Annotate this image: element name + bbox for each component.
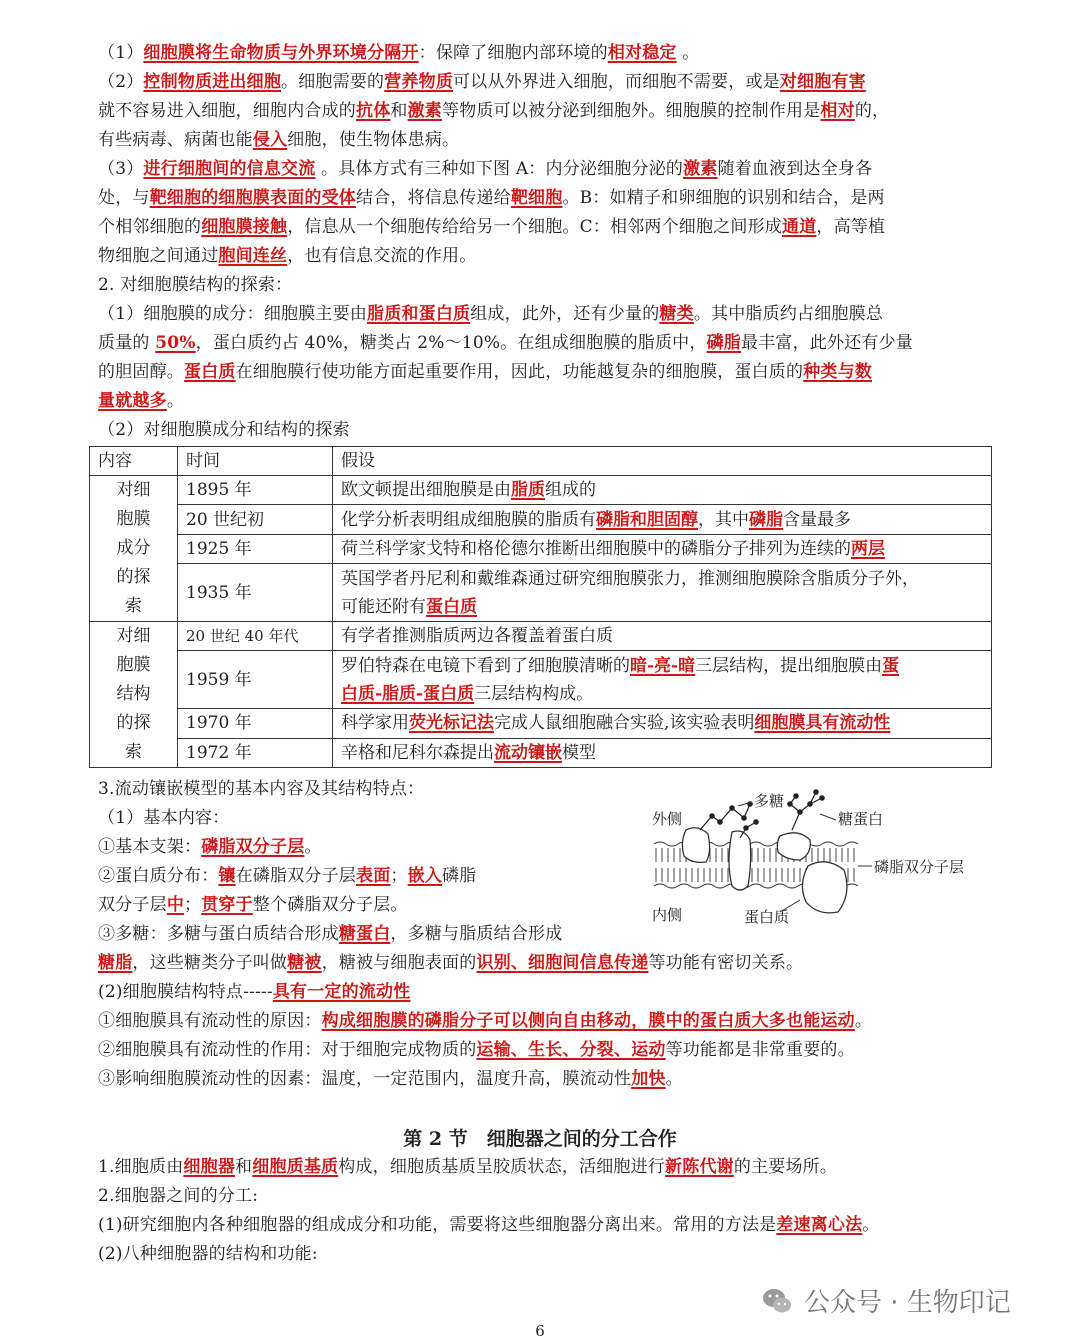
text-line: 的胆固醇。蛋白质在细胞膜行使功能方面起重要作用，因此，功能越复杂的细胞膜，蛋白质的种类与数: [98, 362, 873, 382]
protein-shapes: [682, 828, 847, 913]
text-line: 3.流动镶嵌模型的基本内容及其结构特点：: [98, 779, 425, 799]
hypothesis-cell: 化学分析表明组成细胞膜的脂质有磷脂和胆固醇，其中磷脂含量最多: [333, 505, 992, 534]
page-number: 6: [535, 1322, 545, 1340]
time-cell: 1970 年: [178, 709, 333, 738]
text-line: 物细胞之间通过胞间连丝，也有信息交流的作用。: [98, 246, 477, 266]
text-line: 有些病毒、病菌也能侵入细胞，使生物体患病。: [98, 130, 460, 150]
hypothesis-cell: 欧文顿提出细胞膜是由脂质组成的: [333, 476, 992, 505]
text-line: （1）细胞膜的成分：细胞膜主要由脂质和蛋白质组成，此外，还有少量的糖类。其中脂质约占细胞膜总: [98, 304, 884, 324]
table-row: [90, 709, 992, 738]
membrane-diagram: [640, 782, 985, 932]
table-header-row: [90, 447, 992, 476]
hypothesis-cell: 辛格和尼科尔森提出流动镶嵌模型: [333, 738, 992, 767]
text-line: （2）对细胞膜成分和结构的探索: [98, 420, 350, 440]
text-line: ①细胞膜具有流动性的原因：构成细胞膜的磷脂分子可以侧向自由移动，膜中的蛋白质大多也能运动。: [98, 1011, 873, 1031]
diagram-label: 多糖: [754, 792, 785, 810]
text-line: 就不容易进入细胞，细胞内合成的抗体和激素等物质可以被分泌到细胞外。细胞膜的控制作用是相对的，: [98, 101, 890, 121]
table-row: [90, 738, 992, 767]
table-header: 时间: [178, 447, 333, 476]
table-header: 假设: [333, 447, 992, 476]
time-cell: 20 世纪 40 年代: [178, 622, 333, 651]
text-line: 双分子层中；贯穿于整个磷脂双分子层。: [98, 895, 408, 915]
table-row: [90, 651, 992, 709]
text-line: 1.细胞质由细胞器和细胞质基质构成，细胞质基质呈胶质状态，活细胞进行新陈代谢的主要场所。: [98, 1157, 838, 1177]
text-line: (2)细胞膜结构特点-----具有一定的流动性: [98, 982, 411, 1002]
table-row: [90, 476, 992, 505]
text-line: (2)八种细胞器的结构和功能:: [98, 1244, 318, 1264]
diagram-label: 外侧: [652, 810, 683, 828]
text-line: ①基本支架：磷脂双分子层。: [98, 837, 322, 857]
hypothesis-cell: 荷兰科学家戈特和格伦德尔推断出细胞膜中的磷脂分子排列为连续的两层: [333, 534, 992, 563]
diagram-label: 内侧: [652, 906, 683, 924]
table-row: [90, 564, 992, 622]
text-line: （1）基本内容：: [98, 808, 230, 828]
hypothesis-cell: 有学者推测脂质两边各覆盖着蛋白质: [333, 622, 992, 651]
diagram-label: 磷脂双分子层: [874, 858, 965, 876]
text-line: （1）细胞膜将生命物质与外界环境分隔开：保障了细胞内部环境的相对稳定 。: [98, 43, 700, 63]
section-title: 第 2 节 细胞器之间的分工合作: [403, 1128, 677, 1150]
watermark-text: 公众号 · 生物印记: [804, 1288, 1011, 1318]
time-cell: 1972 年: [178, 738, 333, 767]
text-line: （3）进行细胞间的信息交流 。具体方式有三种如下图 A：内分泌细胞分泌的激素随着血液到达全身各: [98, 159, 873, 179]
text-line: 2.细胞器之间的分工:: [98, 1186, 259, 1206]
text-line: ②细胞膜具有流动性的作用：对于细胞完成物质的运输、生长、分裂、运动等功能都是非常重要的。: [98, 1040, 855, 1060]
text-line: ③多糖：多糖与蛋白质结合形成糖蛋白，多糖与脂质结合形成: [98, 924, 563, 944]
text-line: 个相邻细胞的细胞膜接触，信息从一个细胞传给给另一个细胞。C：相邻两个细胞之间形成通道，高等植: [98, 217, 886, 237]
time-cell: 1935 年: [178, 564, 333, 622]
text-line: ②蛋白质分布：镶在磷脂双分子层表面；嵌入磷脂: [98, 866, 477, 886]
text-line: 处，与靶细胞的细胞膜表面的受体结合，将信息传递给靶细胞。B：如精子和卵细胞的识别和结合，是两: [98, 188, 885, 208]
time-cell: 1925 年: [178, 534, 333, 563]
hypothesis-cell: 罗伯特森在电镜下看到了细胞膜清晰的暗-亮-暗三层结构，提出细胞膜由蛋 白质-脂质-蛋白质三层结构构成。: [333, 651, 992, 709]
time-cell: 1959 年: [178, 651, 333, 709]
table-row: [90, 505, 992, 534]
table-row: [90, 534, 992, 563]
diagram-label: 糖蛋白: [838, 810, 884, 828]
text-line: 糖脂，这些糖类分子叫做糖被，糖被与细胞表面的识别、细胞间信息传递等功能有密切关系。: [98, 953, 804, 973]
text-line: 质量的 50%，蛋白质约占 40%，糖类占 2%～10%。在组成细胞膜的脂质中，磷脂最丰富，此外还有少量: [98, 333, 913, 353]
category-cell: 对细 胞膜 成分 的探 索: [90, 476, 178, 622]
text-line: （2）控制物质进出细胞。细胞需要的营养物质可以从外界进入细胞，而细胞不需要，或是对细胞有害: [98, 72, 866, 92]
exploration-table: [89, 446, 992, 768]
text-line: 量就越多。: [98, 391, 185, 411]
diagram-label: 蛋白质: [744, 908, 790, 926]
time-cell: 1895 年: [178, 476, 333, 505]
wechat-icon: [760, 1284, 794, 1318]
table-row: [90, 622, 992, 651]
text-line: 2. 对细胞膜结构的探索：: [98, 275, 293, 295]
category-cell: 对细 胞膜 结构 的探 索: [90, 622, 178, 768]
time-cell: 20 世纪初: [178, 505, 333, 534]
watermark: [760, 1282, 1011, 1319]
text-line: ③影响细胞膜流动性的因素：温度，一定范围内，温度升高，膜流动性加快。: [98, 1069, 683, 1089]
hypothesis-cell: 科学家用荧光标记法完成人鼠细胞融合实验,该实验表明细胞膜具有流动性: [333, 709, 992, 738]
hypothesis-cell: 英国学者丹尼利和戴维森通过研究细胞膜张力，推测细胞膜除含脂质分子外， 可能还附有蛋白质: [333, 564, 992, 622]
table-header: 内容: [90, 447, 178, 476]
text-line: (1)研究细胞内各种细胞器的组成成分和功能，需要将这些细胞器分离出来。常用的方法是差速离心法。: [98, 1215, 880, 1235]
